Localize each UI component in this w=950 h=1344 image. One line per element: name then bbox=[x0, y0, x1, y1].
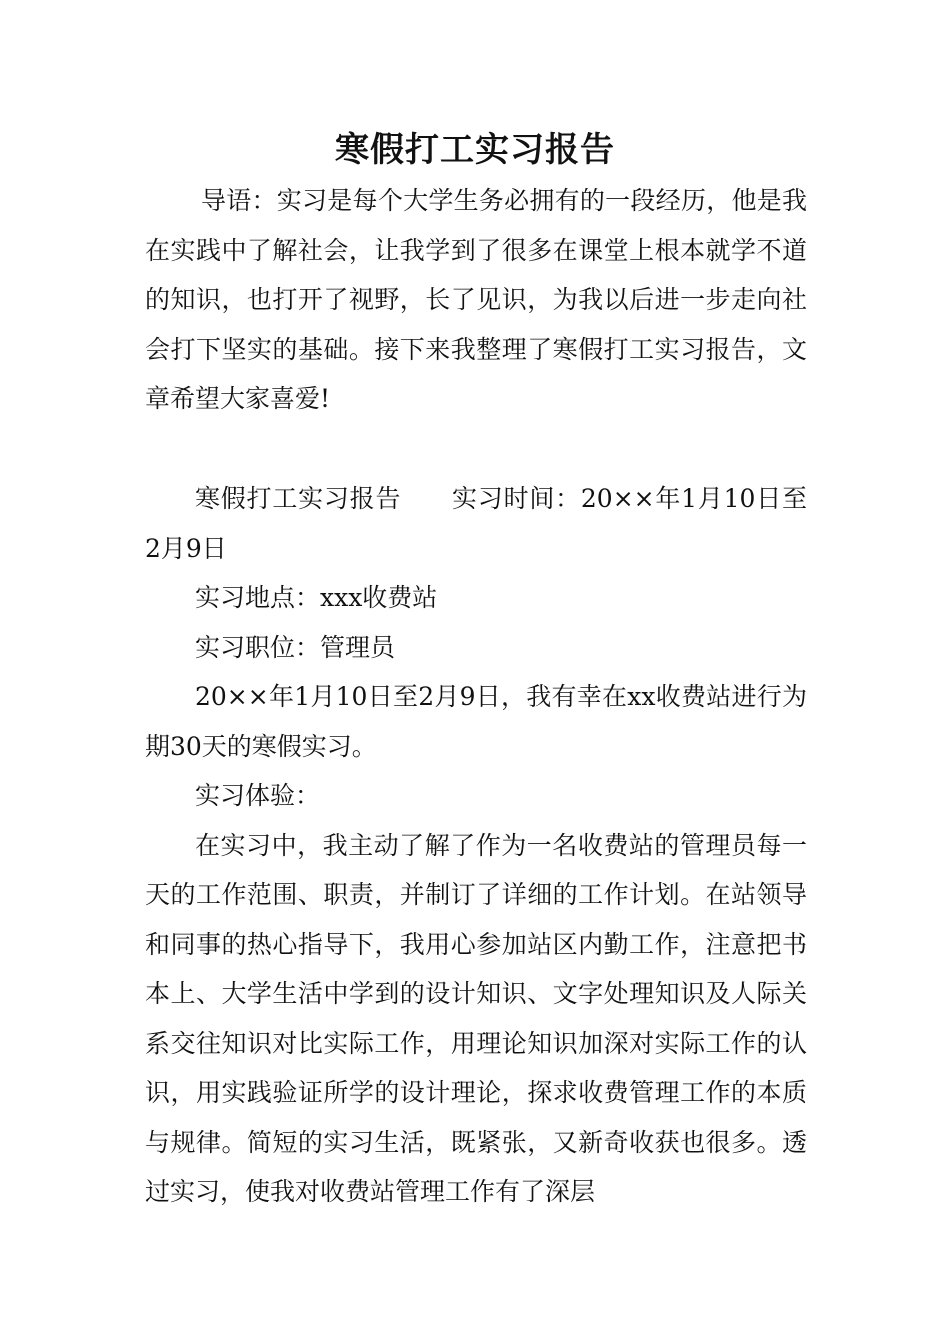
summary-paragraph: 20××年1月10日至2月9日，我有幸在xx收费站进行为期30天的寒假实习。 bbox=[145, 682, 807, 761]
report-time: 实习时间：20××年1月10日至2月9日 bbox=[145, 484, 807, 563]
document-title: 寒假打工实习报告 bbox=[335, 130, 615, 170]
report-content bbox=[145, 474, 807, 1217]
location-line: 实习地点：xxx收费站 bbox=[195, 583, 438, 612]
report-heading: 寒假打工实习报告 bbox=[195, 484, 402, 513]
experience-heading: 实习体验： bbox=[195, 781, 321, 810]
position-line: 实习职位：管理员 bbox=[195, 632, 396, 662]
report-heading-line bbox=[145, 474, 807, 573]
intro-paragraph: 导语：实习是每个大学生务必拥有的一段经历，他是我在实践中了解社会，让我学到了很多在课堂上根本就学不道的知识，也打开了视野，长了见识，为我以后进一步走向社会打下坚实的基础。接下来我整理了寒假打工实习报告，文章希望大家喜爱! bbox=[145, 186, 807, 413]
experience-paragraph: 在实习中，我主动了解了作为一名收费站的管理员每一天的工作范围、职责，并制订了详细的工作计划。在站领导和同事的热心指导下，我用心参加站区内勤工作，注意把书本上、大学生活中学到的设计知识、文字处理知识及人际关系交往知识对比实际工作，用理论知识加深对实际工作的认识，用实践验证所学的设计理论，探求收费管理工作的本质与规律。简短的实习生活，既紧张，又新奇收获也很多。透过实习，使我对收费站管理工作有了深层 bbox=[145, 830, 807, 1206]
